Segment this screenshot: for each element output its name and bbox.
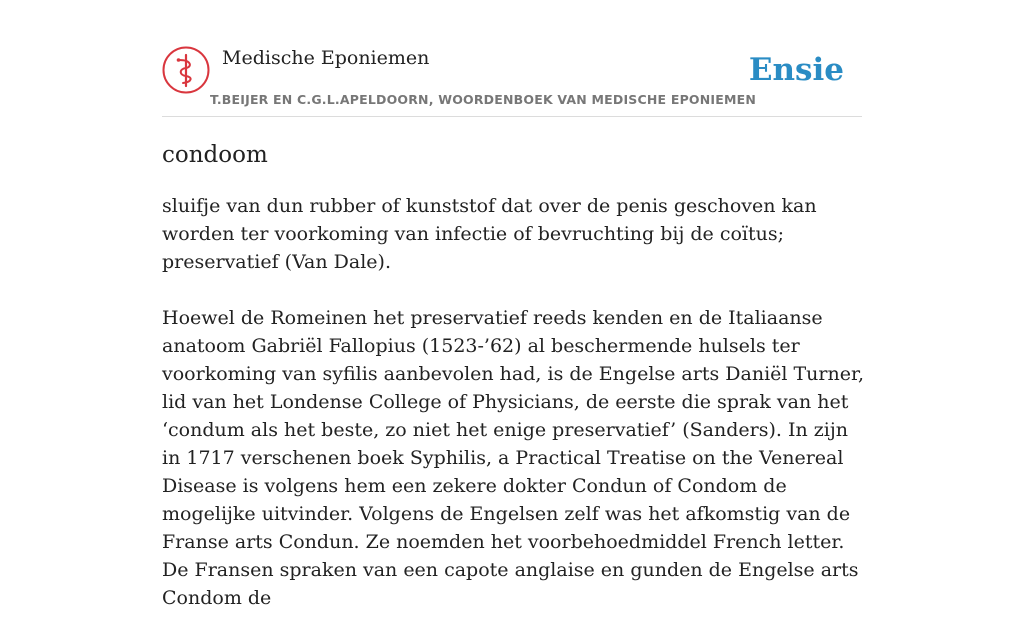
entry-paragraph: Hoewel de Romeinen het preservatief reeds kenden en de Italiaanse anatoom Gabriël Fallopius (1523-’62) al beschermende hulsels ter voorkoming van syfilis aanbevolen had, is de Engelse arts Daniël Turner, lid van het Londense College of Physicians, de eerste die sprak van het ‘condum als het beste, zo niet het enige preservatief’ (Sanders). In zijn in 1717 verschenen boek Syphilis, a Practical Treatise on the Venereal Disease is volgens hem een zekere dokter Condun of Condom de mogelijke uitvinder. Volgens de Engelsen zelf was het afkomstig van de Franse arts Condun. Ze noemden het voorbehoedmiddel French letter. De Fransen spraken van een capote anglaise en gunden de Engelse arts Condom de — [162, 307, 865, 609]
source-header — [162, 46, 862, 117]
source-title[interactable]: Medische Eponiemen — [222, 47, 430, 69]
entry-paragraph: sluifje van dun rubber of kunststof dat over de penis geschoven kan worden ter voorkoming van infectie of bevruchting bij de coïtus; preservatief (Van Dale). — [162, 195, 817, 273]
brand-logo[interactable]: Ensie — [748, 52, 844, 88]
entry-definition — [162, 192, 868, 640]
source-subtitle: T.BEIJER EN C.G.L.APELDOORN, WOORDENBOEK VAN MEDISCHE EPONIEMEN — [210, 92, 757, 107]
caduceus-icon[interactable] — [162, 46, 210, 94]
entry-title: condoom — [162, 142, 268, 168]
